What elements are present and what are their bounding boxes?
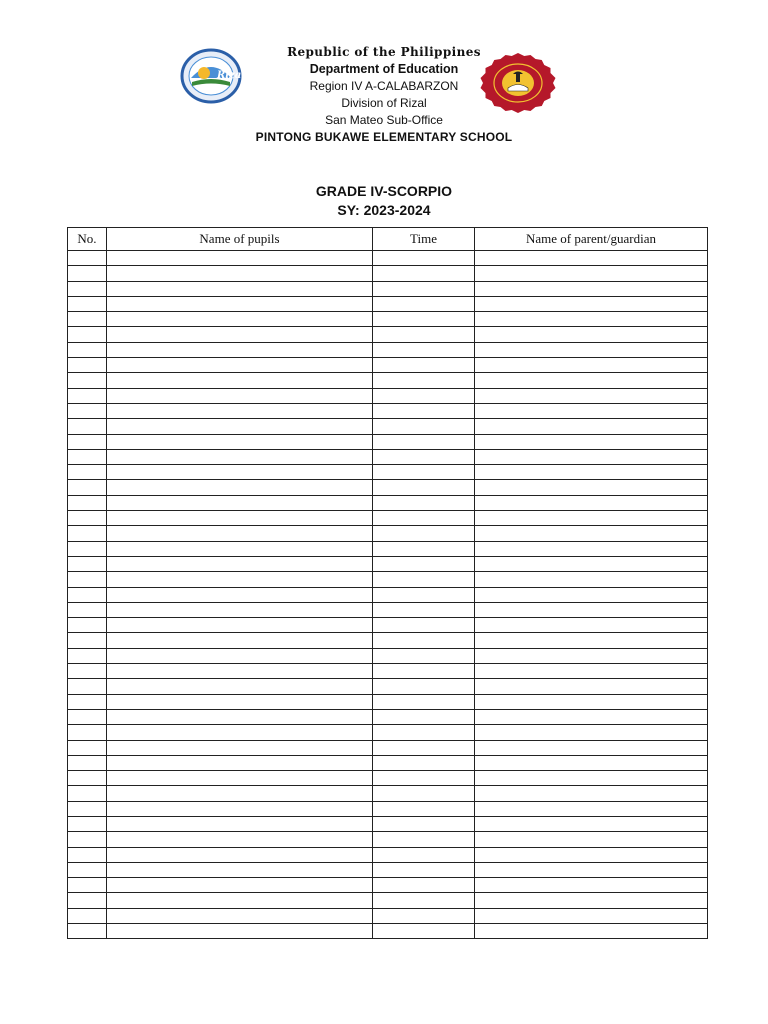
cell-parent-name[interactable]	[475, 296, 708, 311]
cell-parent-name[interactable]	[475, 633, 708, 648]
rizal-logo-text: Rizal	[217, 70, 246, 81]
cell-no[interactable]	[68, 449, 107, 464]
cell-parent-name[interactable]	[475, 342, 708, 357]
cell-parent-name[interactable]	[475, 709, 708, 724]
cell-time[interactable]	[373, 816, 475, 831]
cell-time[interactable]	[373, 740, 475, 755]
cell-time[interactable]	[373, 771, 475, 786]
cell-parent-name[interactable]	[475, 816, 708, 831]
cell-no[interactable]	[68, 511, 107, 526]
cell-parent-name[interactable]	[475, 434, 708, 449]
cell-no[interactable]	[68, 434, 107, 449]
division-line: Division of Rizal	[341, 96, 427, 110]
cell-parent-name[interactable]	[475, 648, 708, 663]
cell-no[interactable]	[68, 495, 107, 510]
cell-time[interactable]	[373, 664, 475, 679]
cell-no[interactable]	[68, 862, 107, 877]
cell-no[interactable]	[68, 694, 107, 709]
table-row	[68, 495, 708, 510]
cell-parent-name[interactable]	[475, 908, 708, 923]
cell-pupil-name[interactable]	[107, 847, 373, 862]
cell-pupil-name[interactable]	[107, 725, 373, 740]
table-row	[68, 740, 708, 755]
table-row	[68, 832, 708, 847]
cell-parent-name[interactable]	[475, 358, 708, 373]
table-row	[68, 526, 708, 541]
cell-pupil-name[interactable]	[107, 694, 373, 709]
cell-pupil-name[interactable]	[107, 434, 373, 449]
cell-no[interactable]	[68, 419, 107, 434]
cell-no[interactable]	[68, 572, 107, 587]
cell-no[interactable]	[68, 633, 107, 648]
cell-parent-name[interactable]	[475, 449, 708, 464]
cell-no[interactable]	[68, 327, 107, 342]
cell-time[interactable]	[373, 786, 475, 801]
cell-time[interactable]	[373, 694, 475, 709]
table-row	[68, 572, 708, 587]
cell-time[interactable]	[373, 679, 475, 694]
cell-pupil-name[interactable]	[107, 251, 373, 266]
table-row	[68, 694, 708, 709]
cell-no[interactable]	[68, 786, 107, 801]
cell-parent-name[interactable]	[475, 541, 708, 556]
region-line: Region IV A-CALABARZON	[309, 79, 459, 93]
cell-no[interactable]	[68, 725, 107, 740]
table-row	[68, 771, 708, 786]
cell-parent-name[interactable]	[475, 924, 708, 939]
cell-parent-name[interactable]	[475, 602, 708, 617]
republic-line: Republic of the Philippines	[287, 45, 481, 59]
cell-time[interactable]	[373, 847, 475, 862]
cell-no[interactable]	[68, 251, 107, 266]
cell-no[interactable]	[68, 755, 107, 770]
cell-no[interactable]	[68, 709, 107, 724]
cell-pupil-name[interactable]	[107, 281, 373, 296]
cell-no[interactable]	[68, 771, 107, 786]
cell-pupil-name[interactable]	[107, 358, 373, 373]
cell-no[interactable]	[68, 740, 107, 755]
cell-pupil-name[interactable]	[107, 480, 373, 495]
cell-pupil-name[interactable]	[107, 801, 373, 816]
cell-no[interactable]	[68, 388, 107, 403]
table-row	[68, 312, 708, 327]
cell-parent-name[interactable]	[475, 526, 708, 541]
cell-parent-name[interactable]	[475, 266, 708, 281]
class-title	[0, 182, 768, 220]
table-row	[68, 480, 708, 495]
cell-time[interactable]	[373, 388, 475, 403]
cell-pupil-name[interactable]	[107, 709, 373, 724]
cell-pupil-name[interactable]	[107, 648, 373, 663]
table-row	[68, 541, 708, 556]
cell-no[interactable]	[68, 281, 107, 296]
cell-no[interactable]	[68, 648, 107, 663]
table-row	[68, 786, 708, 801]
cell-pupil-name[interactable]	[107, 786, 373, 801]
cell-time[interactable]	[373, 832, 475, 847]
cell-parent-name[interactable]	[475, 572, 708, 587]
cell-parent-name[interactable]	[475, 465, 708, 480]
cell-time[interactable]	[373, 281, 475, 296]
column-header-time: Time	[373, 228, 475, 251]
table-row	[68, 296, 708, 311]
table-row	[68, 648, 708, 663]
cell-no[interactable]	[68, 679, 107, 694]
table-row	[68, 511, 708, 526]
column-header-parent-name: Name of parent/guardian	[475, 228, 708, 251]
cell-parent-name[interactable]	[475, 373, 708, 388]
cell-parent-name[interactable]	[475, 312, 708, 327]
cell-no[interactable]	[68, 373, 107, 388]
cell-parent-name[interactable]	[475, 251, 708, 266]
cell-time[interactable]	[373, 449, 475, 464]
cell-time[interactable]	[373, 251, 475, 266]
table-row	[68, 403, 708, 418]
cell-no[interactable]	[68, 801, 107, 816]
cell-no[interactable]	[68, 342, 107, 357]
cell-time[interactable]	[373, 587, 475, 602]
table-row	[68, 281, 708, 296]
cell-time[interactable]	[373, 541, 475, 556]
cell-time[interactable]	[373, 893, 475, 908]
cell-pupil-name[interactable]	[107, 511, 373, 526]
cell-pupil-name[interactable]	[107, 633, 373, 648]
cell-time[interactable]	[373, 526, 475, 541]
cell-no[interactable]	[68, 618, 107, 633]
table-row	[68, 388, 708, 403]
cell-parent-name[interactable]	[475, 893, 708, 908]
cell-time[interactable]	[373, 403, 475, 418]
cell-time[interactable]	[373, 327, 475, 342]
cell-pupil-name[interactable]	[107, 893, 373, 908]
table-row	[68, 602, 708, 617]
cell-parent-name[interactable]	[475, 862, 708, 877]
cell-no[interactable]	[68, 878, 107, 893]
cell-pupil-name[interactable]	[107, 679, 373, 694]
column-header-pupil-name: Name of pupils	[107, 228, 373, 251]
cell-no[interactable]	[68, 893, 107, 908]
table-row	[68, 465, 708, 480]
cell-parent-name[interactable]	[475, 755, 708, 770]
table-row	[68, 878, 708, 893]
cell-pupil-name[interactable]	[107, 755, 373, 770]
cell-time[interactable]	[373, 878, 475, 893]
cell-parent-name[interactable]	[475, 725, 708, 740]
cell-parent-name[interactable]	[475, 511, 708, 526]
cell-pupil-name[interactable]	[107, 771, 373, 786]
cell-pupil-name[interactable]	[107, 373, 373, 388]
cell-parent-name[interactable]	[475, 832, 708, 847]
table-row	[68, 755, 708, 770]
cell-pupil-name[interactable]	[107, 449, 373, 464]
cell-parent-name[interactable]	[475, 878, 708, 893]
cell-no[interactable]	[68, 847, 107, 862]
table-row	[68, 679, 708, 694]
cell-no[interactable]	[68, 480, 107, 495]
table-row	[68, 847, 708, 862]
cell-time[interactable]	[373, 266, 475, 281]
cell-pupil-name[interactable]	[107, 419, 373, 434]
cell-pupil-name[interactable]	[107, 312, 373, 327]
cell-pupil-name[interactable]	[107, 296, 373, 311]
cell-time[interactable]	[373, 342, 475, 357]
cell-pupil-name[interactable]	[107, 924, 373, 939]
cell-time[interactable]	[373, 755, 475, 770]
cell-no[interactable]	[68, 266, 107, 281]
cell-pupil-name[interactable]	[107, 862, 373, 877]
table-row	[68, 587, 708, 602]
cell-pupil-name[interactable]	[107, 403, 373, 418]
cell-pupil-name[interactable]	[107, 541, 373, 556]
cell-time[interactable]	[373, 618, 475, 633]
cell-no[interactable]	[68, 541, 107, 556]
cell-parent-name[interactable]	[475, 281, 708, 296]
table-row	[68, 816, 708, 831]
table-row	[68, 327, 708, 342]
cell-no[interactable]	[68, 312, 107, 327]
cell-parent-name[interactable]	[475, 587, 708, 602]
department-name: Department of Education	[309, 62, 459, 76]
cell-parent-name[interactable]	[475, 480, 708, 495]
table-row	[68, 801, 708, 816]
cell-parent-name[interactable]	[475, 618, 708, 633]
cell-time[interactable]	[373, 373, 475, 388]
cell-no[interactable]	[68, 296, 107, 311]
cell-parent-name[interactable]	[475, 327, 708, 342]
cell-pupil-name[interactable]	[107, 740, 373, 755]
cell-pupil-name[interactable]	[107, 816, 373, 831]
table-row	[68, 862, 708, 877]
cell-time[interactable]	[373, 648, 475, 663]
cell-time[interactable]	[373, 725, 475, 740]
table-row	[68, 342, 708, 357]
table-row	[68, 358, 708, 373]
cell-parent-name[interactable]	[475, 556, 708, 571]
cell-parent-name[interactable]	[475, 664, 708, 679]
cell-time[interactable]	[373, 908, 475, 923]
table-body	[68, 251, 708, 939]
cell-time[interactable]	[373, 572, 475, 587]
cell-parent-name[interactable]	[475, 694, 708, 709]
attendance-table	[67, 227, 708, 939]
cell-no[interactable]	[68, 832, 107, 847]
cell-time[interactable]	[373, 924, 475, 939]
table-row	[68, 893, 708, 908]
cell-no[interactable]	[68, 664, 107, 679]
cell-pupil-name[interactable]	[107, 465, 373, 480]
cell-parent-name[interactable]	[475, 801, 708, 816]
cell-time[interactable]	[373, 312, 475, 327]
school-year: SY: 2023-2024	[337, 202, 431, 218]
cell-no[interactable]	[68, 526, 107, 541]
table-row	[68, 924, 708, 939]
cell-pupil-name[interactable]	[107, 572, 373, 587]
cell-pupil-name[interactable]	[107, 587, 373, 602]
cell-time[interactable]	[373, 801, 475, 816]
cell-no[interactable]	[68, 602, 107, 617]
cell-parent-name[interactable]	[475, 740, 708, 755]
cell-pupil-name[interactable]	[107, 664, 373, 679]
cell-no[interactable]	[68, 924, 107, 939]
cell-time[interactable]	[373, 296, 475, 311]
table-row	[68, 633, 708, 648]
cell-parent-name[interactable]	[475, 388, 708, 403]
cell-no[interactable]	[68, 908, 107, 923]
table-row	[68, 419, 708, 434]
cell-pupil-name[interactable]	[107, 526, 373, 541]
cell-parent-name[interactable]	[475, 403, 708, 418]
cell-no[interactable]	[68, 556, 107, 571]
cell-no[interactable]	[68, 358, 107, 373]
cell-time[interactable]	[373, 556, 475, 571]
cell-time[interactable]	[373, 633, 475, 648]
cell-pupil-name[interactable]	[107, 618, 373, 633]
grade-section: GRADE IV-SCORPIO	[315, 183, 453, 199]
cell-no[interactable]	[68, 403, 107, 418]
cell-time[interactable]	[373, 495, 475, 510]
cell-pupil-name[interactable]	[107, 602, 373, 617]
cell-pupil-name[interactable]	[107, 388, 373, 403]
cell-pupil-name[interactable]	[107, 908, 373, 923]
cell-time[interactable]	[373, 602, 475, 617]
cell-time[interactable]	[373, 434, 475, 449]
cell-parent-name[interactable]	[475, 847, 708, 862]
school-name: PINTONG BUKAWE ELEMENTARY SCHOOL	[255, 130, 513, 144]
table-row	[68, 556, 708, 571]
table-row	[68, 618, 708, 633]
table-row	[68, 373, 708, 388]
cell-pupil-name[interactable]	[107, 266, 373, 281]
cell-parent-name[interactable]	[475, 679, 708, 694]
table-row	[68, 908, 708, 923]
cell-pupil-name[interactable]	[107, 878, 373, 893]
cell-time[interactable]	[373, 709, 475, 724]
cell-pupil-name[interactable]	[107, 327, 373, 342]
column-header-no: No.	[68, 228, 107, 251]
cell-time[interactable]	[373, 358, 475, 373]
cell-parent-name[interactable]	[475, 495, 708, 510]
table-row	[68, 709, 708, 724]
table-header-row	[68, 228, 708, 251]
cell-time[interactable]	[373, 465, 475, 480]
cell-time[interactable]	[373, 419, 475, 434]
cell-pupil-name[interactable]	[107, 495, 373, 510]
cell-pupil-name[interactable]	[107, 342, 373, 357]
table-row	[68, 434, 708, 449]
table-row	[68, 664, 708, 679]
cell-time[interactable]	[373, 511, 475, 526]
cell-time[interactable]	[373, 862, 475, 877]
table-row	[68, 725, 708, 740]
cell-pupil-name[interactable]	[107, 832, 373, 847]
table-row	[68, 449, 708, 464]
cell-parent-name[interactable]	[475, 786, 708, 801]
cell-time[interactable]	[373, 480, 475, 495]
table-row	[68, 251, 708, 266]
cell-parent-name[interactable]	[475, 419, 708, 434]
table-row	[68, 266, 708, 281]
cell-parent-name[interactable]	[475, 771, 708, 786]
cell-no[interactable]	[68, 816, 107, 831]
cell-no[interactable]	[68, 587, 107, 602]
cell-pupil-name[interactable]	[107, 556, 373, 571]
sub-office-line: San Mateo Sub-Office	[325, 113, 443, 127]
cell-no[interactable]	[68, 465, 107, 480]
